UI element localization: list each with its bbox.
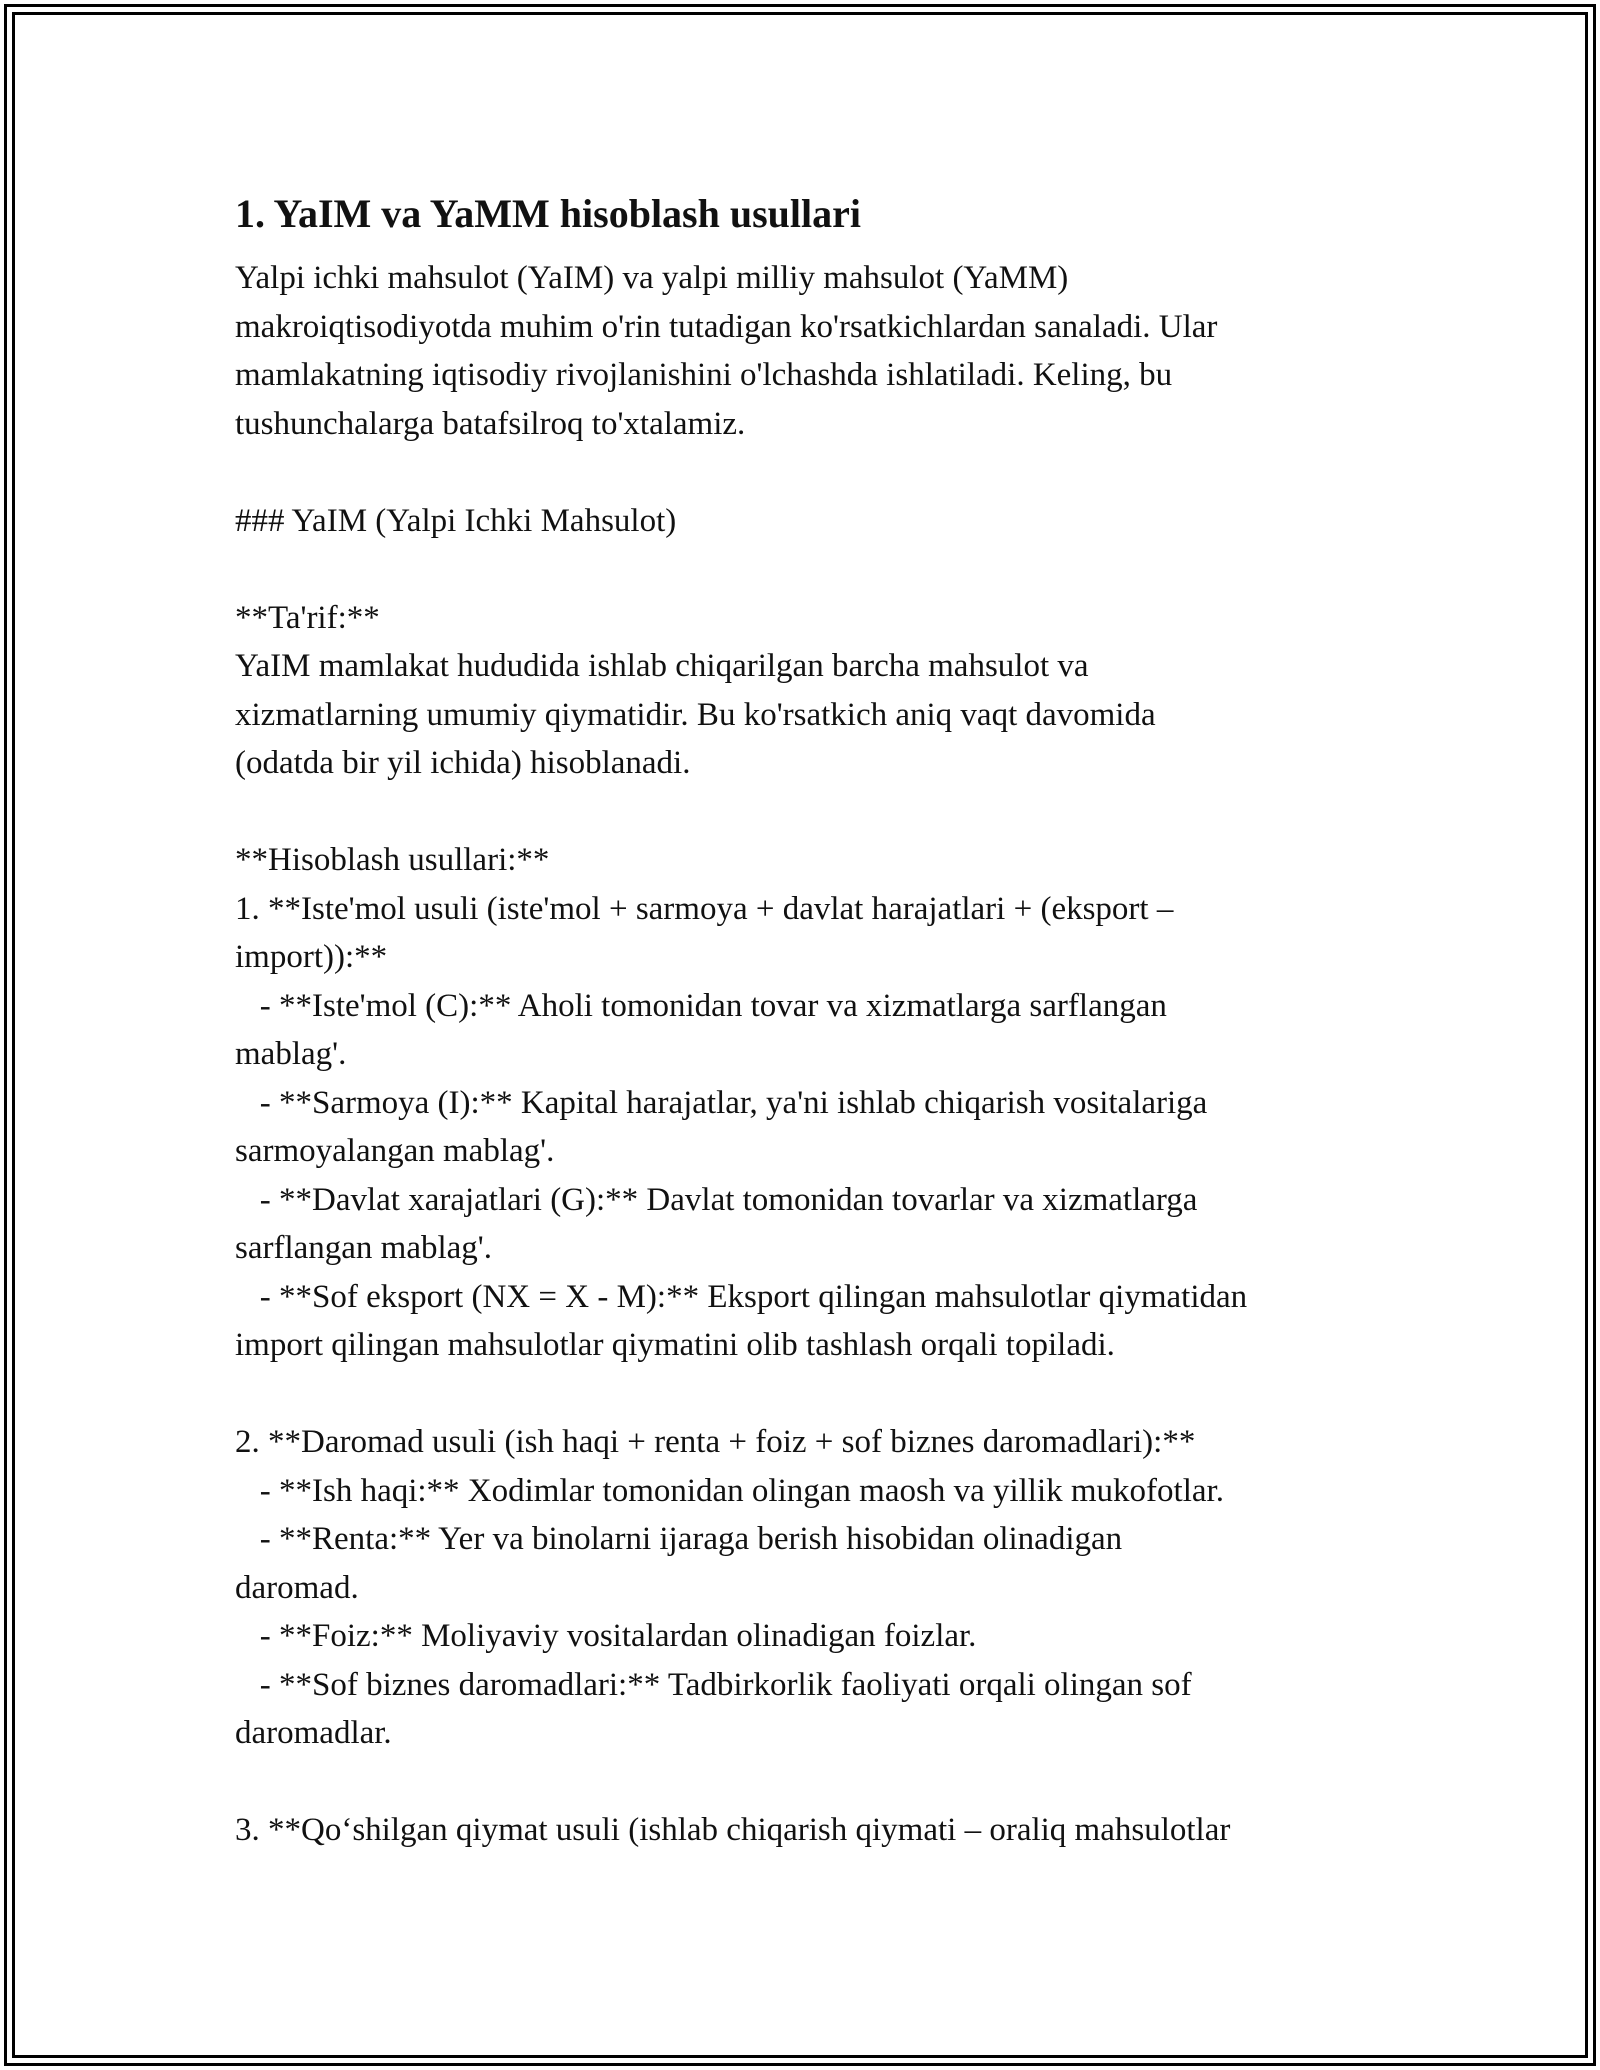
- text-line: sarflangan mablag'.: [235, 1230, 493, 1266]
- section-heading: 1. YaIM va YaMM hisoblash usullari: [235, 191, 862, 236]
- text-line: 2. **Daromad usuli (ish haqi + renta + foiz + sof biznes daromadlari):**: [235, 1424, 1196, 1460]
- text-line: - **Sof biznes daromadlari:** Tadbirkorlik faoliyati orqali olingan sof: [235, 1666, 1192, 1703]
- text-line: YaIM mamlakat hududida ishlab chiqarilgan barcha mahsulot va: [235, 648, 1089, 684]
- blank-line: [235, 1370, 1415, 1419]
- text-line: mablag'.: [235, 1036, 347, 1072]
- text-line: mamlakatning iqtisodiy rivojlanishini o'lchashda ishlatiladi. Keling, bu: [235, 357, 1173, 393]
- blank-line: [235, 788, 1415, 837]
- text-line: - **Renta:** Yer va binolarni ijaraga berish hisobidan olinadigan: [235, 1521, 1123, 1557]
- text-line: - **Sarmoya (I):** Kapital harajatlar, ya'ni ishlab chiqarish vositalariga: [235, 1084, 1208, 1121]
- text-line: daromadlar.: [235, 1715, 392, 1751]
- text-line: import qilingan mahsulotlar qiymatini olib tashlash orqali topiladi.: [235, 1327, 1115, 1363]
- text-line: - **Ish haqi:** Xodimlar tomonidan olingan maosh va yillik mukofotlar.: [235, 1472, 1224, 1509]
- text-line: (odatda bir yil ichida) hisoblanadi.: [235, 745, 691, 781]
- text-line: Yalpi ichki mahsulot (YaIM) va yalpi milliy mahsulot (YaMM): [235, 260, 1069, 296]
- text-line: sarmoyalangan mablag'.: [235, 1133, 555, 1169]
- document-body: [235, 182, 1415, 1855]
- text-line: - **Iste'mol (C):** Aholi tomonidan tovar va xizmatlarga sarflangan: [235, 987, 1167, 1024]
- text-lines: [235, 254, 1415, 1855]
- text-line: import)):**: [235, 939, 388, 975]
- text-line: 3. **Qo‘shilgan qiymat usuli (ishlab chiqarish qiymati – oraliq mahsulotlar: [235, 1812, 1231, 1848]
- text-line: **Hisoblash usullari:**: [235, 842, 550, 878]
- text-line: 1. **Iste'mol usuli (iste'mol + sarmoya + davlat harajatlari + (eksport –: [235, 890, 1174, 927]
- blank-line: [235, 448, 1415, 497]
- text-line: makroiqtisodiyotda muhim o'rin tutadigan ko'rsatkichlardan sanaladi. Ular: [235, 308, 1218, 345]
- blank-line: [235, 1758, 1415, 1807]
- text-line: xizmatlarning umumiy qiymatidir. Bu ko'rsatkich aniq vaqt davomida: [235, 696, 1156, 733]
- text-line: - **Davlat xarajatlari (G):** Davlat tomonidan tovarlar va xizmatlarga: [235, 1181, 1198, 1218]
- text-line: - **Foiz:** Moliyaviy vositalardan olinadigan foizlar.: [235, 1618, 977, 1654]
- text-line: - **Sof eksport (NX = X - M):** Eksport qilingan mahsulotlar qiymatidan: [235, 1278, 1248, 1315]
- blank-line: [235, 545, 1415, 594]
- text-line: ### YaIM (Yalpi Ichki Mahsulot): [235, 502, 677, 539]
- text-line: **Ta'rif:**: [235, 599, 380, 636]
- text-line: tushunchalarga batafsilroq to'xtalamiz.: [235, 405, 746, 442]
- text-line: daromad.: [235, 1569, 359, 1606]
